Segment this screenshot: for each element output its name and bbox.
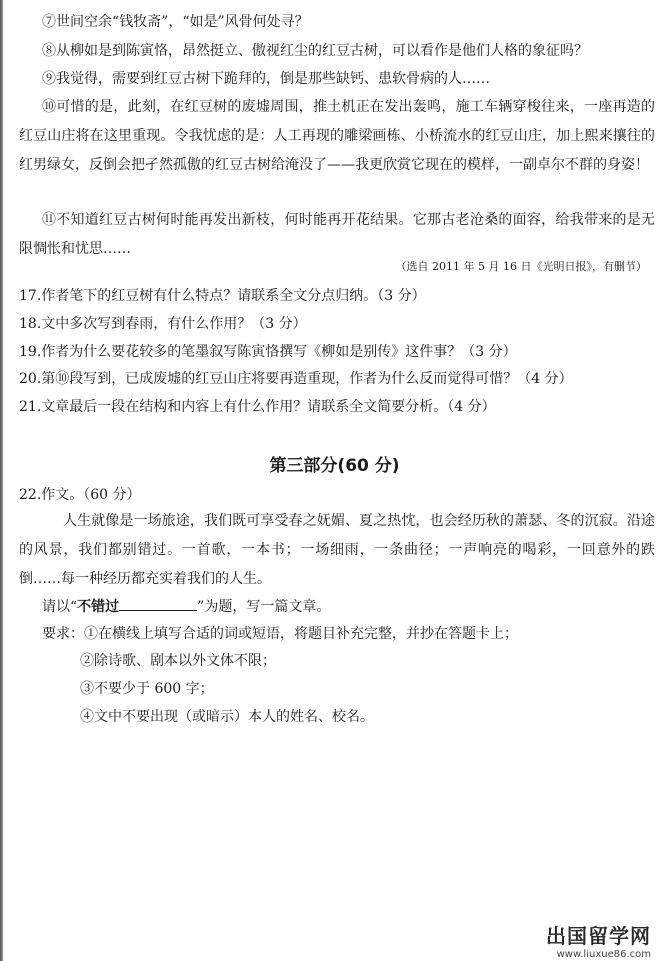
requirement-2: ②除诗歌、剧本以外文体不限； [80, 653, 276, 669]
essay-instruction [42, 597, 330, 616]
essay-prompt: 人生就像是一场旅途，我们既可享受春之妩媚、夏之热忱，也会经历秋的萧瑟、冬的沉寂。沿途的风景，我们都别错过。一首歌，一本书；一场细雨，一条曲径；一声响亮的喝彩，一回意外的跌倒……每一种经历都充实着我们的人生。 [19, 513, 655, 587]
question-20: 20.第⑩段写到，已成废墟的红豆山庄将要再造重现，作者为什么反而觉得可惜？（4 分） [19, 371, 573, 387]
instruction-suffix: ”为题，写一篇文章。 [197, 599, 331, 615]
requirement-3: ③不要少于 600 字； [80, 681, 214, 697]
question-18: 18.文中多次写到春雨，有什么作用？（3 分） [19, 316, 307, 332]
passage-paragraph-10: ⑩可惜的是，此刻，在红豆树的废墟周围，推土机正在发出轰鸣，施工车辆穿梭往来，一座再造的红豆山庄将在这里重现。令我忧虑的是：人工再现的雕梁画栋、小桥流水的红豆山庄，加上熙来攘往的红男绿女，反倒会把孑然孤傲的红豆古树给淹没了——我更欣赏它现在的模样，一副卓尔不群的身姿！ [19, 99, 655, 173]
page-spine [0, 0, 3, 961]
passage-paragraph-11: ⑪不知道红豆古树何时能再发出新枝，何时能再开花结果。它那古老沧桑的面容，给我带来的是无限惆怅和忧思…… [19, 212, 655, 257]
requirement-1: ①在横线上填写合适的词或短语，将题目补充完整，并抄在答题卡上； [84, 626, 518, 642]
question-21: 21.文章最后一段在结构和内容上有什么作用？请联系全文简要分析。（4 分） [19, 399, 496, 415]
passage-source: （选自 2011 年 5 月 16 日《光明日报》，有删节） [395, 260, 647, 273]
requirement-4: ④文中不要出现（或暗示）本人的姓名、校名。 [80, 709, 374, 725]
question-19: 19.作者为什么要花较多的笔墨叙写陈寅恪撰写《柳如是别传》这件事？（3 分） [19, 344, 517, 360]
question-22: 22.作文。（60 分） [19, 487, 141, 503]
passage-paragraph-9: ⑨我觉得，需要到红豆古树下跪拜的，倒是那些缺钙、患软骨病的人…… [42, 71, 490, 87]
instruction-prefix: 请以“ [42, 599, 78, 615]
watermark-url: www.liuxue86.com [556, 949, 651, 960]
section-title-part3: 第三部分(60 分) [269, 456, 400, 476]
requirements-label: 要求： [42, 626, 84, 642]
essay-title-word: 不错过 [77, 599, 120, 615]
title-blank-line [119, 597, 197, 611]
site-watermark [546, 920, 651, 960]
passage-paragraph-8: ⑧从柳如是到陈寅恪，昂然挺立、傲视红尘的红豆古树，可以看作是他们人格的象征吗？ [42, 43, 588, 59]
requirement-1-row [42, 625, 518, 643]
question-17: 17.作者笔下的红豆树有什么特点？请联系全文分点归纳。（3 分） [19, 288, 426, 304]
passage-paragraph-7: ⑦世间空余“钱牧斋”，“如是”风骨何处寻？ [42, 14, 309, 30]
watermark-name: 出国留学网 [546, 924, 651, 948]
